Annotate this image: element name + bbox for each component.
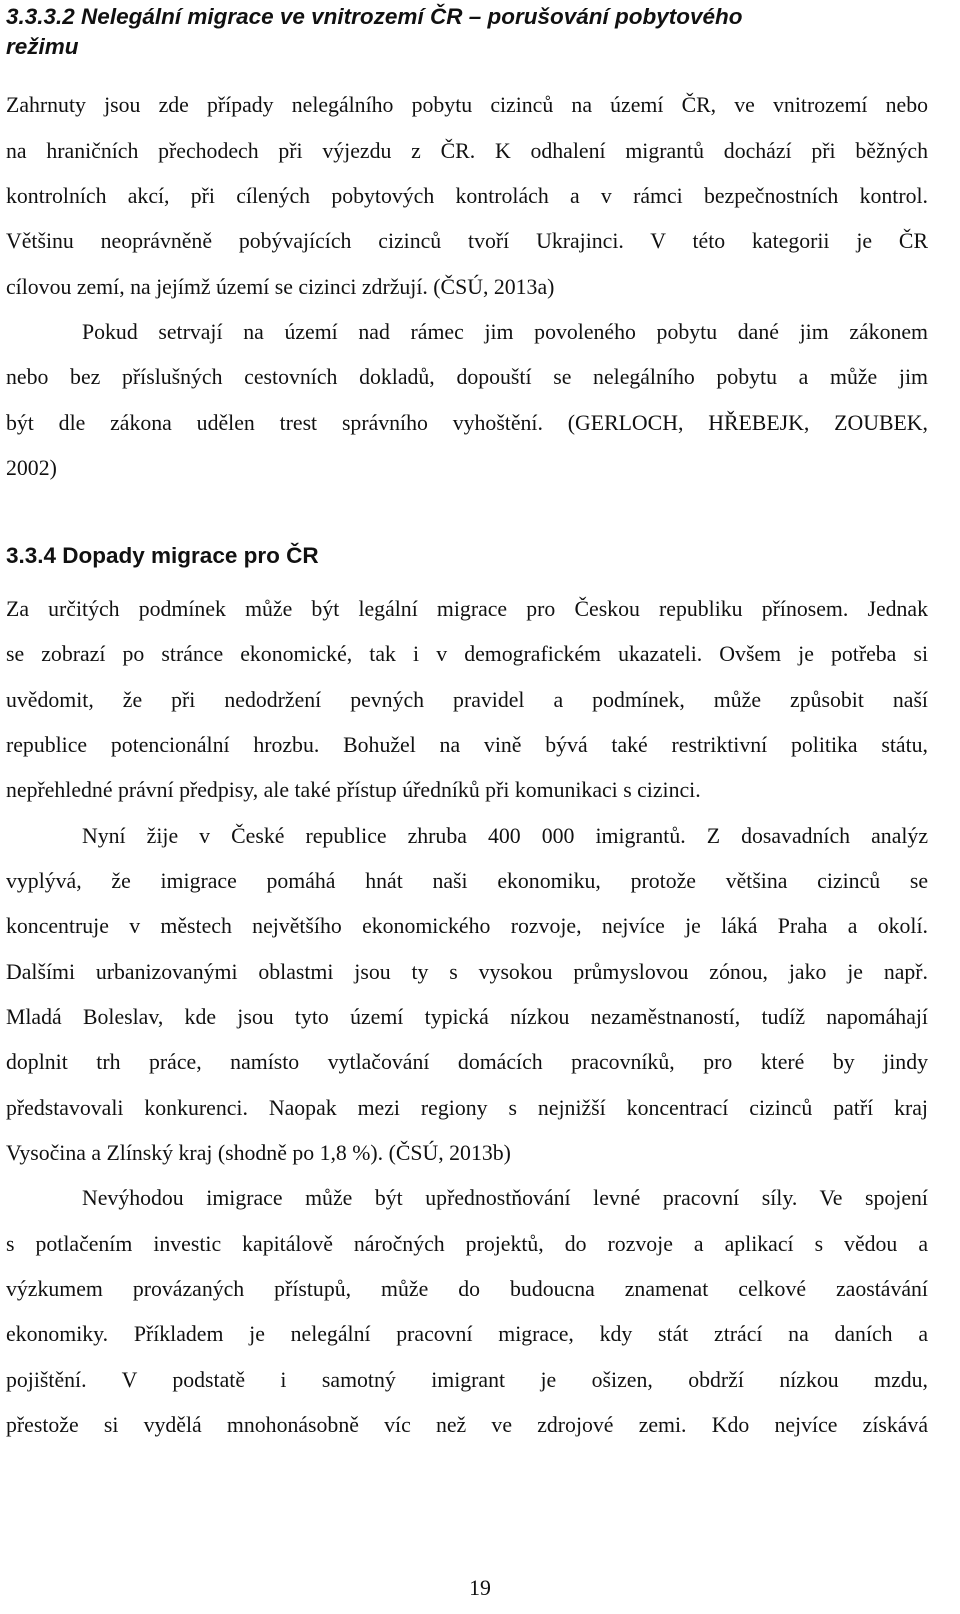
page-number: 19 — [469, 1576, 491, 1600]
text-line: koncentruje v městech největšího ekonomického rozvoje, nejvíce je láká Praha a okolí. — [6, 914, 928, 938]
text-line: nepřehledné právní předpisy, ale také přístup úředníků při komunikaci s cizinci. — [6, 778, 701, 802]
text-line: doplnit trh práce, namísto vytlačování domácích pracovníků, pro které by jindy — [6, 1050, 928, 1074]
text-line: Nevýhodou imigrace může být upřednostňování levné pracovní síly. Ve spojení — [82, 1186, 928, 1210]
text-line: republice potencionální hrozbu. Bohužel na vině bývá také restriktivní politika státu, — [6, 733, 928, 757]
text-line: přestože si vydělá mnohonásobně víc než ve zdrojové zemi. Kdo nejvíce získává — [6, 1413, 928, 1437]
text-line: představovali konkurenci. Naopak mezi regiony s nejnižší koncentrací cizinců patří kraj — [6, 1096, 928, 1120]
text-line: Vysočina a Zlínský kraj (shodně po 1,8 %). (ČSÚ, 2013b) — [6, 1141, 511, 1165]
section-heading-3-3-4: 3.3.4 Dopady migrace pro ČR — [6, 543, 319, 568]
text-line: s potlačením investic kapitálově náročných projektů, do rozvoje a aplikací s vědou a — [6, 1232, 928, 1256]
heading-line-2: režimu — [6, 34, 79, 59]
text-line: být dle zákona udělen trest správního vyhoštění. (GERLOCH, HŘEBEJK, ZOUBEK, — [6, 411, 928, 435]
text-line: Nyní žije v České republice zhruba 400 000 imigrantů. Z dosavadních analýz — [82, 824, 928, 848]
text-line: ekonomiky. Příkladem je nelegální pracovní migrace, kdy stát ztrácí na daních a — [6, 1322, 928, 1346]
text-line: Za určitých podmínek může být legální migrace pro Českou republiku přínosem. Jednak — [6, 597, 928, 621]
text-line: na hraničních přechodech při výjezdu z ČR. K odhalení migrantů dochází při běžných — [6, 139, 928, 163]
text-line: Mladá Boleslav, kde jsou tyto území typická nízkou nezaměstnaností, tudíž napomáhají — [6, 1005, 928, 1029]
text-line: cílovou zemí, na jejímž území se cizinci zdržují. (ČSÚ, 2013a) — [6, 275, 555, 299]
text-line: se zobrazí po stránce ekonomické, tak i v demografickém ukazateli. Ovšem je potřeba si — [6, 642, 928, 666]
text-line: výzkumem provázaných přístupů, může do budoucna znamenat celkové zaostávání — [6, 1277, 928, 1301]
text-line: 2002) — [6, 456, 57, 480]
text-line: kontrolních akcí, při cílených pobytových kontrolách a v rámci bezpečnostních kontrol. — [6, 184, 928, 208]
section-heading-3-3-3-2 — [6, 2, 742, 62]
text-line: Dalšími urbanizovanými oblastmi jsou ty s vysokou průmyslovou zónou, jako je např. — [6, 960, 928, 984]
text-line: Pokud setrvají na území nad rámec jim povoleného pobytu dané jim zákonem — [82, 320, 928, 344]
text-line: vyplývá, že imigrace pomáhá hnát naši ekonomiku, protože většina cizinců se — [6, 869, 928, 893]
heading-line-1: 3.3.3.2 Nelegální migrace ve vnitrozemí ČR – porušování pobytového — [6, 4, 743, 29]
text-line: uvědomit, že při nedodržení pevných pravidel a podmínek, může způsobit naší — [6, 688, 928, 712]
text-line: nebo bez příslušných cestovních dokladů, dopouští se nelegálního pobytu a může jim — [6, 365, 928, 389]
text-line: Většinu neoprávněně pobývajících cizinců tvoří Ukrajinci. V této kategorii je ČR — [6, 229, 928, 253]
text-line: pojištění. V podstatě i samotný imigrant je ošizen, obdrží nízkou mzdu, — [6, 1368, 928, 1392]
text-line: Zahrnuty jsou zde případy nelegálního pobytu cizinců na území ČR, ve vnitrozemí nebo — [6, 93, 928, 117]
